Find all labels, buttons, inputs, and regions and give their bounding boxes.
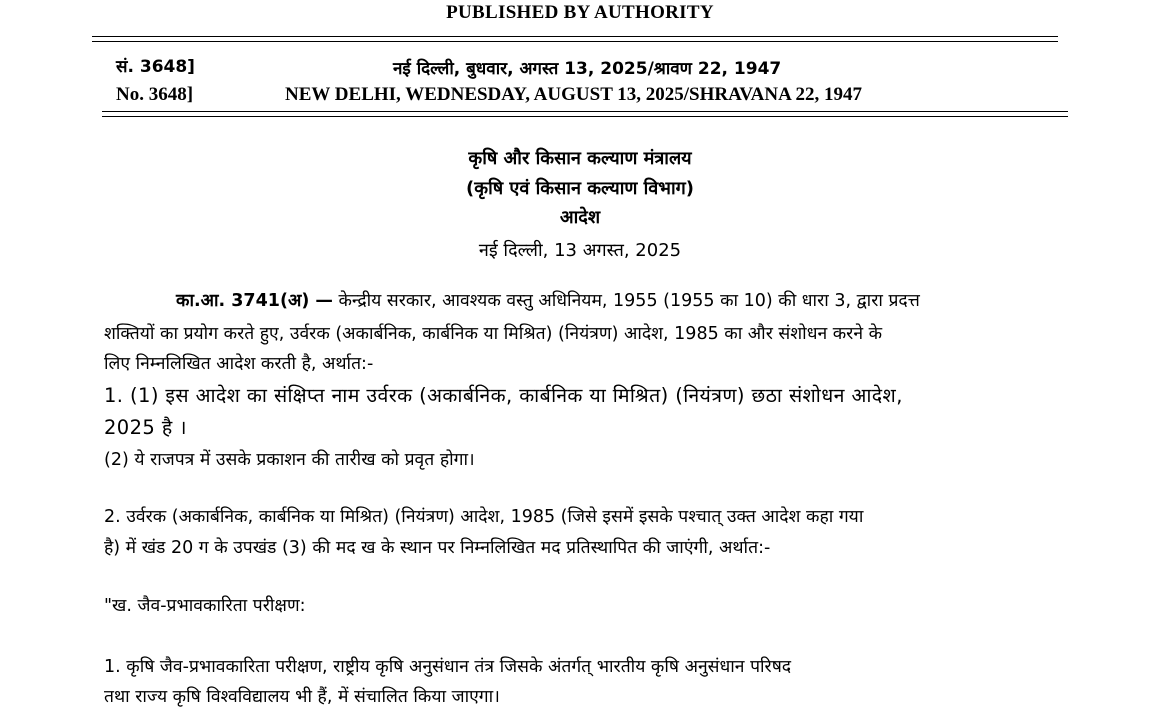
clause-2-line-1: 2. उर्वरक (अकार्बनिक, कार्बनिक या मिश्रित) (नियंत्रण) आदेश, 1985 (जिसे इसमें इसके पश्चात् उक्त आदेश कहा गया	[104, 507, 864, 527]
gazette-authority-heading: PUBLISHED BY AUTHORITY	[446, 2, 714, 23]
issue-date-hindi: नई दिल्ली, बुधवार, अगस्त 13, 2025/श्रावण 22, 1947	[393, 59, 782, 79]
order-title: आदेश	[559, 207, 601, 228]
clause-1-subclause-2: (2) ये राजपत्र में उसके प्रकाशन की तारीख को प्रवृत होगा।	[104, 450, 475, 470]
issue-date-english: NEW DELHI, WEDNESDAY, AUGUST 13, 2025/SHRAVANA 22, 1947	[285, 84, 863, 105]
order-reference-number: का.आ. 3741(अ) —	[176, 291, 333, 311]
intro-paragraph-line-1	[176, 288, 920, 312]
issue-number-english: No. 3648]	[116, 84, 194, 105]
header-rule-top-2	[92, 41, 1058, 42]
intro-paragraph-line-3: लिए निम्नलिखित आदेश करती है, अर्थात:-	[104, 354, 374, 374]
header-rule-top-1	[92, 36, 1058, 37]
clause-2-line-2: है) में खंड 20 ग के उपखंड (3) की मद ख के स्थान पर निम्नलिखित मद प्रतिस्थापित की जाएंगी, अर्थात:-	[104, 538, 771, 558]
intro-paragraph-line-2: शक्तियों का प्रयोग करते हुए, उर्वरक (अकार्बनिक, कार्बनिक या मिश्रित) (नियंत्रण) आदेश, 1985 का और संशोधन करने के	[104, 324, 883, 344]
department-name: (कृषि एवं किसान कल्याण विभाग)	[466, 178, 694, 199]
issue-number-hindi: सं. 3648]	[116, 57, 195, 77]
sub-item-1-line-1: 1. कृषि जैव-प्रभावकारिता परीक्षण, राष्ट्रीय कृषि अनुसंधान तंत्र जिसके अंतर्गत् भारतीय कृषि अनुसंधान परिषद	[104, 657, 792, 677]
order-place-date: नई दिल्ली, 13 अगस्त, 2025	[478, 240, 682, 261]
sub-item-1-line-2: तथा राज्य कृषि विश्वविद्यालय भी हैं, में संचालित किया जाएगा।	[104, 687, 500, 707]
header-rule-bottom-2	[102, 116, 1068, 117]
clause-1-line-1: 1. (1) इस आदेश का संक्षिप्त नाम उर्वरक (अकार्बनिक, कार्बनिक या मिश्रित) (नियंत्रण) छठा संशोधन आदेश,	[104, 384, 903, 407]
header-rule-bottom-1	[102, 111, 1068, 112]
item-kha-heading: "ख. जैव-प्रभावकारिता परीक्षण:	[104, 596, 306, 616]
clause-1-line-2: 2025 है ।	[104, 416, 187, 439]
ministry-name: कृषि और किसान कल्याण मंत्रालय	[468, 148, 692, 169]
intro-text: केन्द्रीय सरकार, आवश्यक वस्तु अधिनियम, 1955 (1955 का 10) की धारा 3, द्वारा प्रदत्त	[332, 291, 920, 311]
